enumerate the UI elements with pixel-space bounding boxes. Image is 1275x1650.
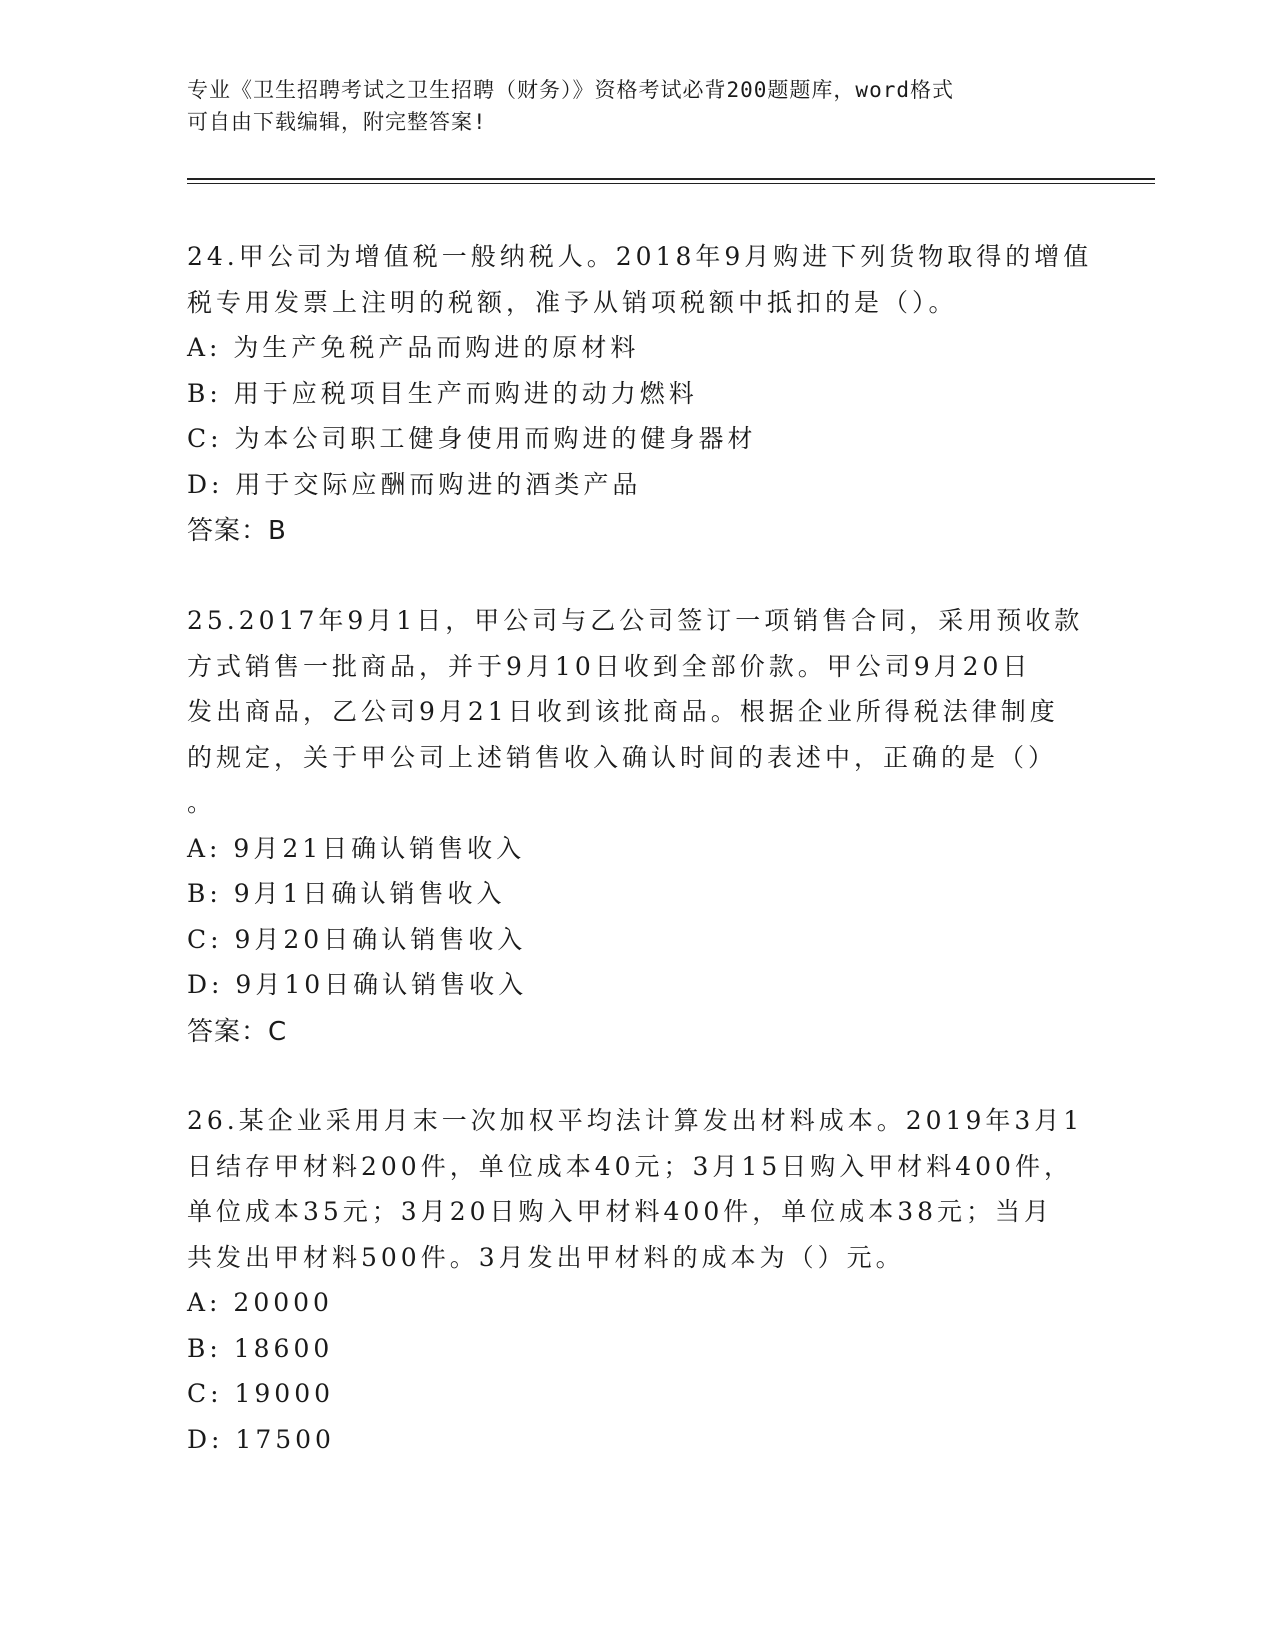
question-25 (187, 598, 1082, 1055)
question-stem-line: 的规定，关于甲公司上述销售收入确认时间的表述中，正确的是（） (187, 742, 1058, 772)
question-24 (187, 234, 1093, 555)
option-d: D: 9月10日确认销售收入 (187, 970, 528, 999)
option-d: D: 用于交际应酬而购进的酒类产品 (187, 469, 642, 499)
question-stem-line: 发出商品，乙公司9月21日收到该批商品。根据企业所得税法律制度 (187, 697, 1059, 726)
option-d: D: 17500 (187, 1424, 335, 1454)
header-divider-thin (187, 183, 1155, 184)
option-a: A: 9月21日确认销售收入 (187, 833, 526, 863)
answer: 答案：B (187, 516, 287, 546)
header-divider-thick (187, 178, 1155, 180)
option-c: C: 9月20日确认销售收入 (187, 924, 527, 954)
question-stem-line: 方式销售一批商品，并于9月10日收到全部价款。甲公司9月20日 (187, 651, 1032, 681)
question-stem-line: 日结存甲材料200件，单位成本40元；3月15日购入甲材料400件， (187, 1151, 1073, 1181)
option-c: C: 为本公司职工健身使用而购进的健身器材 (187, 424, 757, 453)
question-stem-line: 25.2017年9月1日，甲公司与乙公司签订一项销售合同，采用预收款 (187, 606, 1084, 635)
option-b: B: 18600 (187, 1333, 334, 1363)
question-stem-line: 24.甲公司为增值税一般纳税人。2018年9月购进下列货物取得的增值 (187, 242, 1093, 271)
header-line-1: 专业《卫生招聘考试之卫生招聘（财务）》资格考试必背200题题库，word格式 (187, 78, 954, 102)
option-b: B: 用于应税项目生产而购进的动力燃料 (187, 378, 698, 408)
question-26 (187, 1098, 1082, 1462)
option-c: C: 19000 (187, 1379, 335, 1408)
question-stem-line: 。 (187, 788, 217, 817)
question-stem-line: 共发出甲材料500件。3月发出甲材料的成本为（）元。 (187, 1242, 905, 1272)
answer: 答案：C (187, 1016, 288, 1047)
header-line-2: 可自由下载编辑，附完整答案! (187, 110, 487, 134)
question-stem-line: 税专用发票上注明的税额，准予从销项税额中抵扣的是（）。 (187, 287, 958, 317)
question-stem-line: 单位成本35元；3月20日购入甲材料400件，单位成本38元；当月 (187, 1197, 1054, 1226)
option-a: A: 20000 (187, 1288, 333, 1317)
option-b: B: 9月1日确认销售收入 (187, 879, 506, 908)
question-stem-line: 26.某企业采用月末一次加权平均法计算发出材料成本。2019年3月1 (187, 1106, 1084, 1135)
document-header (187, 74, 1067, 138)
option-a: A: 为生产免税产品而购进的原材料 (187, 333, 640, 362)
